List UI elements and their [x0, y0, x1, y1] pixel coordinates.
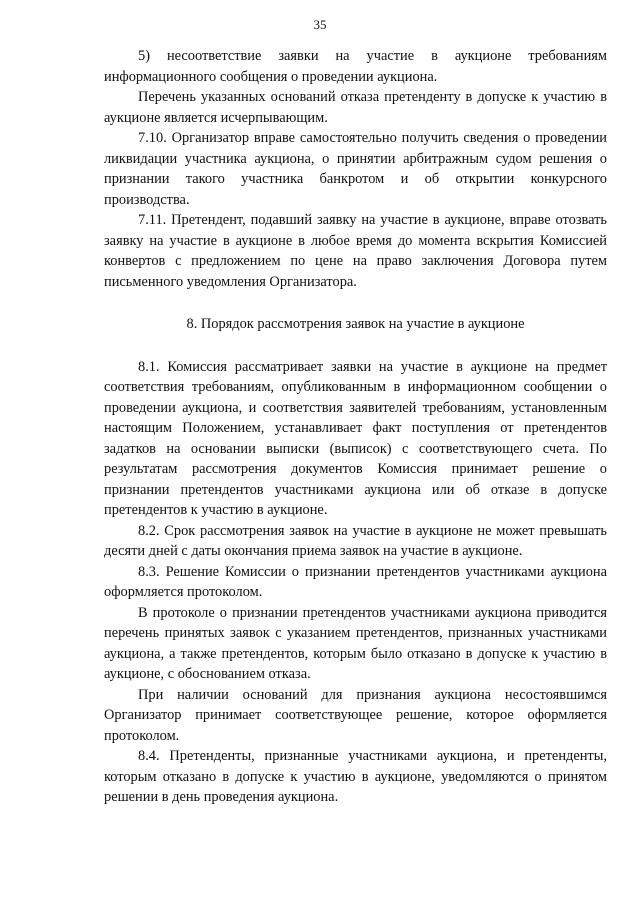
paragraph-8-2: 8.2. Срок рассмотрения заявок на участие в аукционе не может превышать десяти дней с даты окончания приема заявок на участие в аукционе.: [104, 522, 607, 559]
paragraph-7-10: 7.10. Организатор вправе самостоятельно получить сведения о проведении ликвидации участника аукциона, о принятии арбитражным судом решения о признании такого участника банкротом и об открытии конкурсного производства.: [104, 130, 607, 208]
paragraph-item-5: 5) несоответствие заявки на участие в аукционе требованиям информационного сообщения о проведении аукциона.: [104, 48, 607, 85]
page-content: [104, 46, 607, 808]
paragraph-auction-failed: При наличии оснований для признания аукциона несостоявшимся Организатор принимает соответствующее решение, которое оформляется протоколом.: [104, 686, 607, 744]
paragraph-grounds-exhaustive: Перечень указанных оснований отказа претенденту в допуске к участию в аукционе является исчерпывающим.: [104, 89, 607, 126]
paragraph-8-4: 8.4. Претенденты, признанные участниками аукциона, и претенденты, которым отказано в допуске к участию в аукционе, уведомляются о принятом решении в день проведения аукциона.: [104, 748, 607, 805]
page-number: 35: [313, 17, 327, 32]
paragraph-7-11: 7.11. Претендент, подавший заявку на участие в аукционе, вправе отозвать заявку на участие в аукционе в любое время до момента вскрытия Комиссией конвертов с предложением по цене на право заключения Договора путем письменного уведомления Организатора.: [104, 212, 607, 290]
paragraph-protocol: В протоколе о признании претендентов участниками аукциона приводится перечень принятых заявок с указанием претендентов, признанных участниками аукциона, а также претендентов, которым было отказано в допуске к участию в аукционе, с обоснованием отказа.: [104, 604, 607, 682]
paragraph-8-1: 8.1. Комиссия рассматривает заявки на участие в аукционе на предмет соответствия требованиям, опубликованным в информационном сообщении о проведении аукциона, и соответствия заявителей требованиям, установленным настоящим Положением, устанавливает факт поступления от претендентов задатков на основании выписки (выписок) с соответствующего счета. По результатам рассмотрения документов Комиссия принимает решение о признании претендентов участниками аукциона или об отказе в допуске претендентов к участию в аукционе.: [104, 358, 607, 518]
paragraph-8-3: 8.3. Решение Комиссии о признании претендентов участниками аукциона оформляется протоколом.: [104, 563, 607, 600]
section-8-heading: 8. Порядок рассмотрения заявок на участие в аукционе: [186, 316, 525, 332]
